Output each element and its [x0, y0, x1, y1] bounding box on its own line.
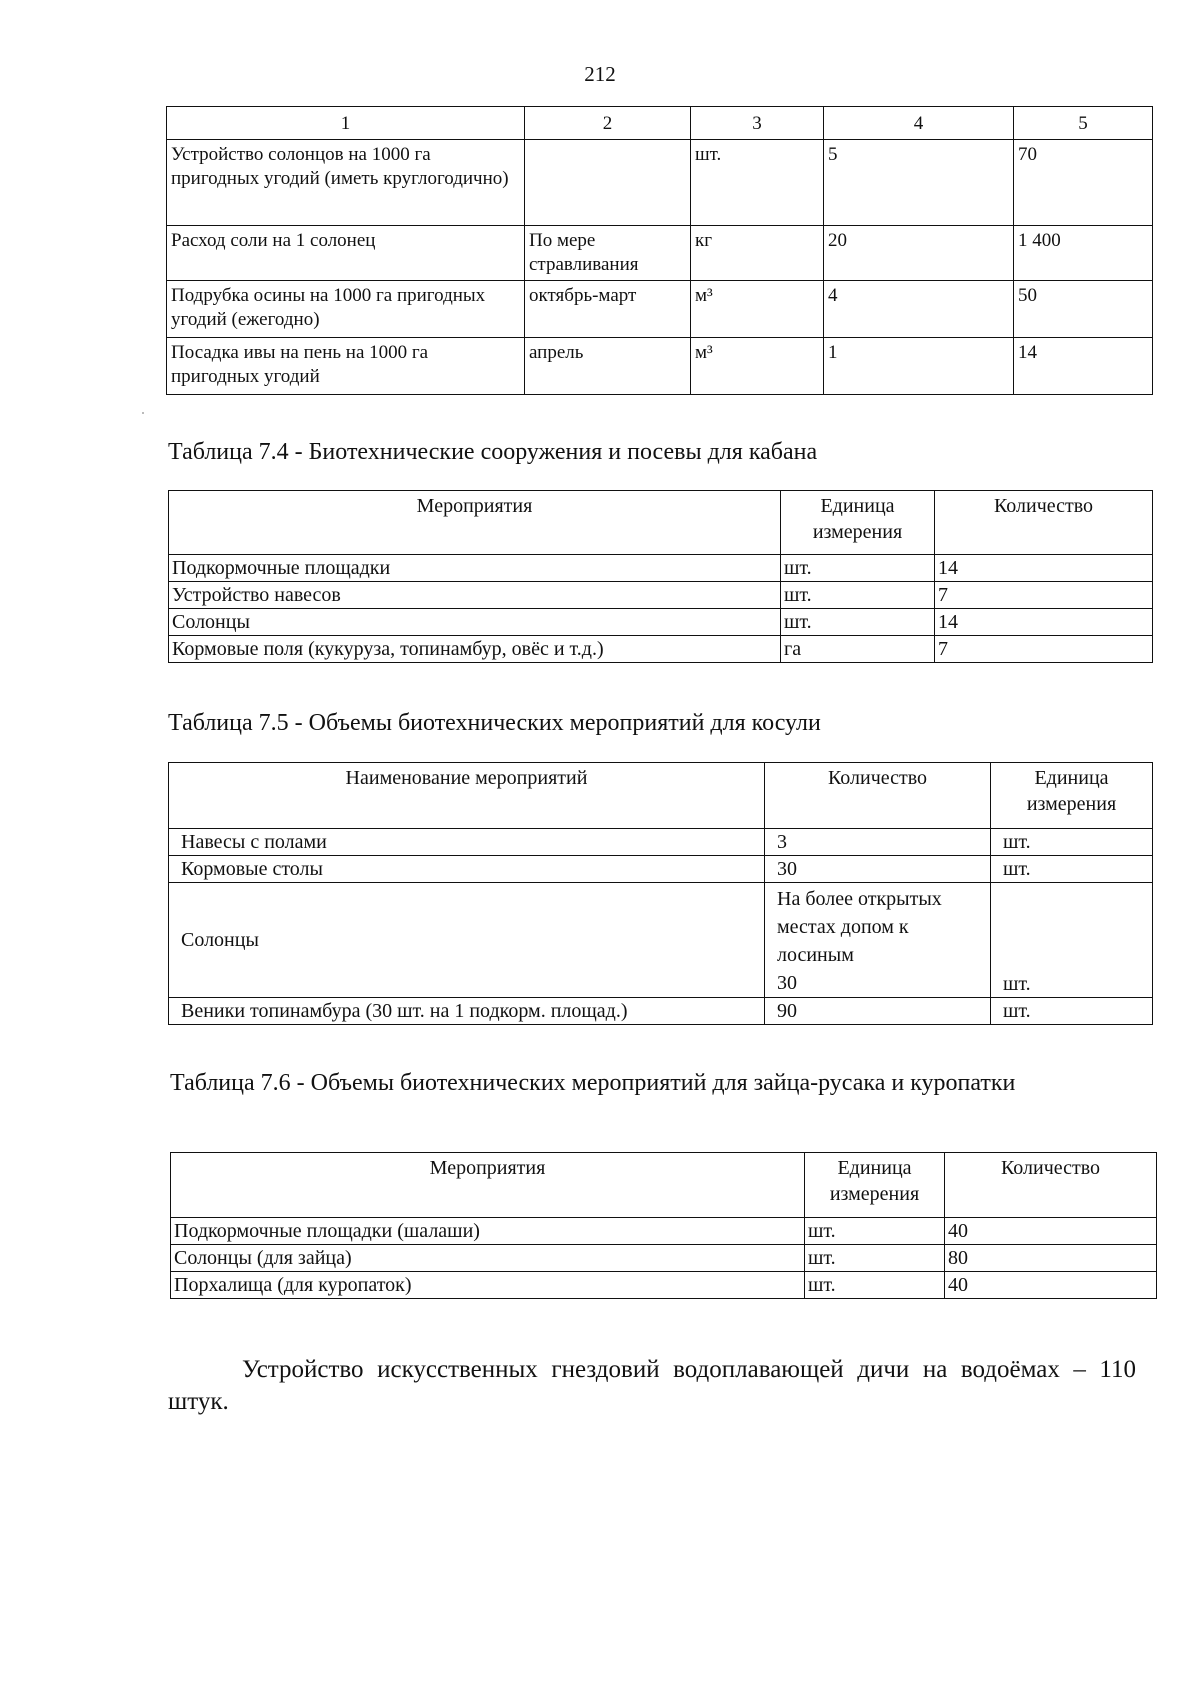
table-cell: На более открытых местах допом к лосиным 30 — [765, 883, 991, 998]
table-cell: Кормовые поля (кукуруза, топинамбур, овёс и т.д.) — [169, 636, 781, 663]
table-cell: 90 — [765, 998, 991, 1025]
table-cell: Солонцы — [169, 609, 781, 636]
table-row — [167, 281, 1153, 338]
table-cell: 80 — [945, 1245, 1157, 1272]
table-cell: шт. — [781, 609, 935, 636]
table-cell: Посадка ивы на пень на 1000 га пригодных угодий — [167, 338, 525, 395]
table-cell: шт. — [691, 140, 824, 226]
table-cell: Расход соли на 1 солонец — [167, 226, 525, 281]
table-cell: 7 — [935, 582, 1153, 609]
table-7-6 — [170, 1152, 1157, 1299]
table-cell: 14 — [935, 555, 1153, 582]
table-7-5-caption: Таблица 7.5 - Объемы биотехнических мероприятий для косули — [168, 710, 821, 736]
table-cell: шт. — [805, 1245, 945, 1272]
table-cell: 5 — [824, 140, 1014, 226]
table-cell: Подкормочные площадки (шалаши) — [171, 1218, 805, 1245]
table-cell: 7 — [935, 636, 1153, 663]
table-cell: 40 — [945, 1272, 1157, 1299]
column-header: Мероприятия — [169, 491, 781, 555]
column-header: Мероприятия — [171, 1153, 805, 1218]
table-cell: 40 — [945, 1218, 1157, 1245]
table-cell: апрель — [525, 338, 691, 395]
table-cell: Кормовые столы — [169, 856, 765, 883]
table-cell: м³ — [691, 281, 824, 338]
table-cell: шт. — [991, 856, 1153, 883]
table-row — [169, 856, 1153, 883]
column-header: Единица измерения — [781, 491, 935, 555]
column-header: Наименование мероприятий — [169, 763, 765, 829]
table-cell: шт. — [781, 555, 935, 582]
column-header: Количество — [765, 763, 991, 829]
table-cell: 14 — [935, 609, 1153, 636]
table-row — [171, 1218, 1157, 1245]
column-header: 4 — [824, 107, 1014, 140]
table-cell: кг — [691, 226, 824, 281]
table-row — [169, 636, 1153, 663]
column-header: 2 — [525, 107, 691, 140]
table-cell: шт. — [805, 1272, 945, 1299]
table-cell: 50 — [1014, 281, 1153, 338]
table-cell: Солонцы — [169, 883, 765, 998]
table-row — [167, 140, 1153, 226]
table-cell: шт. — [991, 829, 1153, 856]
table-7-6-caption-text: Таблица 7.6 - Объемы биотехнических мероприятий для зайца-русака и куропатки — [170, 1070, 1016, 1096]
column-header: Количество — [945, 1153, 1157, 1218]
body-paragraph: Устройство искусственных гнездовий водоплавающей дичи на водоёмах – 110 штук. — [168, 1356, 1136, 1415]
table-7-4 — [168, 490, 1153, 663]
table-cell: га — [781, 636, 935, 663]
table-cell: Порхалища (для куропаток) — [171, 1272, 805, 1299]
table-row — [167, 226, 1153, 281]
column-header: 5 — [1014, 107, 1153, 140]
table-header-row — [171, 1153, 1157, 1218]
table-cell: Устройство солонцов на 1000 га пригодных угодий (иметь круглогодично) — [167, 140, 525, 226]
table-row — [167, 338, 1153, 395]
table-cell: м³ — [691, 338, 824, 395]
table-cell: 1 400 — [1014, 226, 1153, 281]
table-header-row — [167, 107, 1153, 140]
table-cell: 30 — [765, 856, 991, 883]
table-cell: 1 — [824, 338, 1014, 395]
table-header-row — [169, 763, 1153, 829]
table-cell — [525, 140, 691, 226]
column-header: Количество — [935, 491, 1153, 555]
table-cell: 3 — [765, 829, 991, 856]
table-7-5 — [168, 762, 1153, 1025]
column-header: 1 — [167, 107, 525, 140]
table-7-4-caption: Таблица 7.4 - Биотехнические сооружения и посевы для кабана — [168, 439, 818, 465]
column-header: Единица измерения — [805, 1153, 945, 1218]
table-row — [169, 829, 1153, 856]
table-row — [171, 1272, 1157, 1299]
continued-table — [166, 106, 1153, 395]
table-cell: Подрубка осины на 1000 га пригодных угодий (ежегодно) — [167, 281, 525, 338]
table-cell: 20 — [824, 226, 1014, 281]
table-cell: шт. — [991, 883, 1153, 998]
table-cell: 4 — [824, 281, 1014, 338]
table-cell: 70 — [1014, 140, 1153, 226]
column-header: 3 — [691, 107, 824, 140]
table-header-row — [169, 491, 1153, 555]
table-row — [171, 1245, 1157, 1272]
table-row — [169, 609, 1153, 636]
table-cell: Устройство навесов — [169, 582, 781, 609]
table-cell: Веники топинамбура (30 шт. на 1 подкорм. площад.) — [169, 998, 765, 1025]
table-cell: По мере стравливания — [525, 226, 691, 281]
column-header: Единица измерения — [991, 763, 1153, 829]
table-cell: Солонцы (для зайца) — [171, 1245, 805, 1272]
table-cell: шт. — [991, 998, 1153, 1025]
table-row — [169, 883, 1153, 998]
scan-artifact — [142, 412, 144, 414]
table-cell: Навесы с полами — [169, 829, 765, 856]
table-row — [169, 555, 1153, 582]
table-7-6-caption — [170, 1068, 1152, 1098]
table-row — [169, 582, 1153, 609]
page-number: 212 — [584, 62, 616, 86]
table-cell: Подкормочные площадки — [169, 555, 781, 582]
table-cell: шт. — [781, 582, 935, 609]
table-row — [169, 998, 1153, 1025]
table-cell: 14 — [1014, 338, 1153, 395]
table-cell: шт. — [805, 1218, 945, 1245]
table-cell: октябрь-март — [525, 281, 691, 338]
